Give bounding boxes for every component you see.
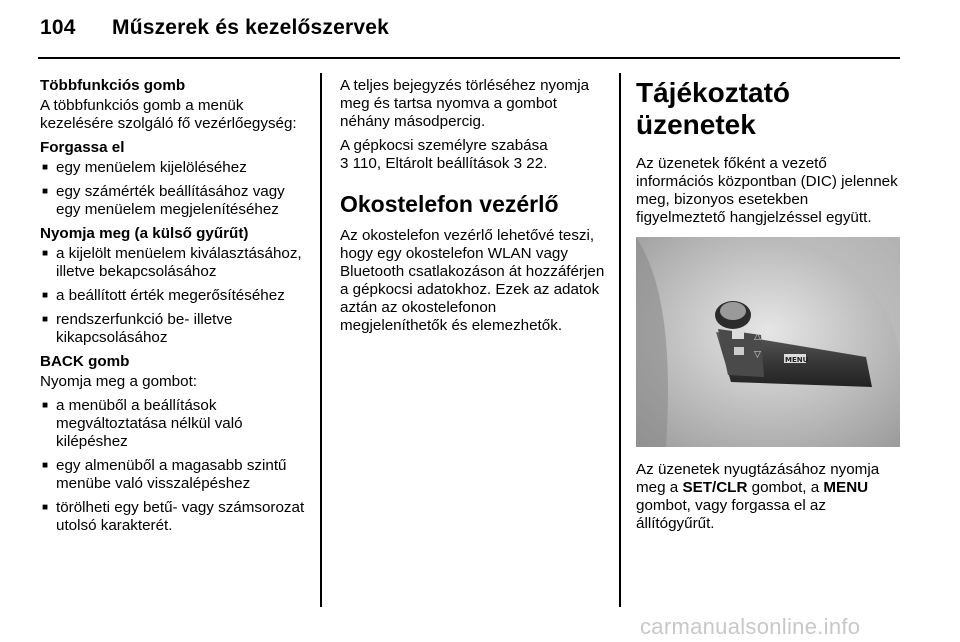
- ack-text-2: gombot, a: [747, 479, 824, 496]
- paragraph-intro: A többfunkciós gomb a menük kezelésére szolgáló fő vezérlőegység:: [40, 97, 297, 132]
- heading-turn: Forgassa el: [40, 139, 125, 156]
- paragraph-dic: Az üzenetek főként a vezető információs központban (DIC) jelennek meg, bizonyos esetekben figyelmeztető hangjelzéssel együtt.: [636, 155, 898, 226]
- arrow-down-icon: ▽: [754, 350, 761, 360]
- page-title: Műszerek és kezelőszervek: [112, 16, 390, 39]
- list-item: ■ a menüből a beállítások megváltoztatása nélkül való kilépéshez: [40, 397, 308, 451]
- stalk-symbol: [734, 347, 744, 355]
- column-1: [40, 77, 308, 541]
- paragraph-smartphone: Az okostelefon vezérlő lehetővé teszi, hogy egy okostelefon WLAN vagy Bluetooth csatlakozáson át hozzáférjen a gépkocsi adatokhoz. Ezek az adatok aztán az okostelefonon megjeleníthetők és elemezhetők.: [340, 227, 605, 334]
- menu-label: MENU: [823, 479, 869, 496]
- column-2: [340, 77, 605, 341]
- paragraph-personalization: [340, 137, 605, 173]
- paragraph-acknowledge: [636, 461, 900, 533]
- page-number: 104: [40, 16, 76, 39]
- list-item: ■ egy almenüből a magasabb szintű menübe való visszalépéshez: [40, 457, 308, 493]
- heading-multifunction-knob: Többfunkciós gomb: [40, 77, 186, 94]
- column-3: [636, 77, 900, 539]
- cross-reference-link[interactable]: 3 110, Eltárolt beállítások 3 22.: [340, 155, 548, 172]
- heading-smartphone-controller: Okostelefon vezérlő: [340, 191, 559, 217]
- personalization-text: A gépkocsi személyre szabása: [340, 137, 548, 154]
- list-back: [40, 397, 308, 535]
- list-item: ■ a kijelölt menüelem kiválasztásához, illetve bekapcsolásához: [40, 245, 308, 281]
- heading-press: Nyomja meg (a külső gyűrűt): [40, 225, 249, 242]
- ack-text-1: Az üzenetek nyugtázásához nyomja meg a: [636, 461, 880, 496]
- page-header: [40, 16, 389, 40]
- list-press: [40, 245, 308, 347]
- set-clr-label: SET/CLR: [682, 479, 748, 496]
- header-rule: [38, 57, 900, 59]
- paragraph-press-button: Nyomja meg a gombot:: [40, 373, 198, 390]
- menu-button-label: MENU: [785, 356, 809, 364]
- list-item: ■ egy számérték beállításához vagy egy menüelem megjelenítéséhez: [40, 183, 308, 219]
- list-item: ■ egy menüelem kijelöléséhez: [40, 159, 308, 177]
- stalk-symbol: [732, 329, 744, 339]
- list-item: ■ rendszerfunkció be- illetve kikapcsolásához: [40, 311, 308, 347]
- list-item: ■ a beállított érték megerősítéséhez: [40, 287, 308, 305]
- knob-top: [720, 302, 746, 320]
- watermark: carmanualsonline.info: [640, 614, 861, 639]
- paragraph-delete-entry: A teljes bejegyzés törléséhez nyomja meg és tartsa nyomva a gombot néhány másodpercig.: [340, 77, 590, 130]
- list-item: ■ törölheti egy betű- vagy számsorozat utolsó karakterét.: [40, 499, 308, 535]
- column-divider-2: [619, 73, 621, 607]
- arrow-up-icon: △: [754, 332, 761, 342]
- heading-back-button: BACK gomb: [40, 353, 130, 370]
- control-stalk-photo: [636, 237, 900, 447]
- heading-info-messages: Tájékoztató üzenetek: [636, 77, 791, 140]
- list-turn: [40, 159, 308, 219]
- column-divider-1: [320, 73, 322, 607]
- ack-text-3: gombot, vagy forgassa el az állítógyűrűt.: [636, 497, 826, 532]
